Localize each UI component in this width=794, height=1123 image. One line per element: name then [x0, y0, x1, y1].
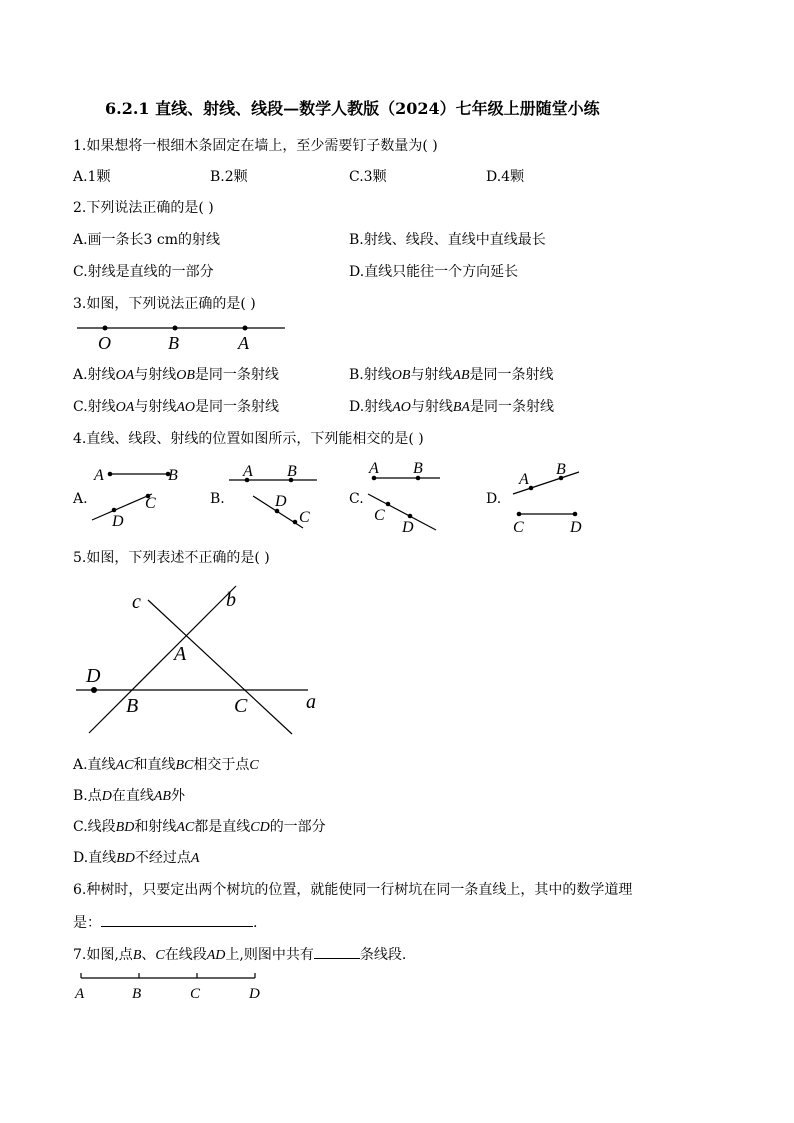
q4-figure-c [364, 458, 474, 536]
q6-answer-blank[interactable] [101, 912, 253, 927]
q3-point-o [103, 326, 108, 331]
q4b-label-d: D [275, 493, 287, 510]
q5-option-b[interactable]: B.点D在直线AB外 [73, 788, 185, 804]
q7-label-b: B [132, 986, 142, 1002]
q4-stem: 4.直线、线段、射线的位置如图所示，下列能相交的是( ) [73, 431, 424, 447]
q5-label-c-line: c [132, 591, 141, 613]
q3-figure [75, 320, 295, 353]
q2-option-d[interactable]: D.直线只能往一个方向延长 [349, 264, 519, 280]
q4a-label-a: A [94, 467, 104, 484]
q5-label-b-point: B [126, 695, 139, 717]
q5-label-b-line: b [226, 589, 236, 611]
q1-option-c[interactable]: C.3颗 [349, 169, 387, 185]
q5-stem: 5.如图，下列表述不正确的是( ) [73, 550, 270, 566]
q4d-label-d: D [570, 519, 582, 536]
q7-stem: 7.如图,点B、C在线段AD上,则图中共有 条线段. [73, 944, 406, 965]
q4c-label-b: B [413, 460, 423, 477]
q4-option-d-letter[interactable]: D. [486, 491, 502, 507]
q4-figure-d [503, 460, 613, 536]
q3-label-b: B [168, 333, 179, 353]
q4-option-c-letter[interactable]: C. [349, 491, 364, 507]
q3-option-a-letter: A.射线OA与射线OB是同一条射线 [73, 367, 279, 383]
q4a-label-c: C [145, 495, 156, 512]
q4c-label-a: A [369, 460, 379, 477]
q7-label-c: C [190, 986, 201, 1002]
q5-point-d [91, 687, 97, 693]
q2-option-b[interactable]: B.射线、线段、直线中直线最长 [349, 232, 546, 248]
q5-label-d-point: D [86, 665, 101, 687]
q4c-label-c: C [374, 507, 385, 524]
q5-line-c [148, 600, 292, 734]
q3-point-b [173, 326, 178, 331]
q5-line-b [89, 586, 236, 733]
q4a-label-d: D [112, 513, 124, 530]
q4b-label-a: A [243, 463, 253, 480]
q3-option-d[interactable]: D.射线AO与射线BA是同一条射线 [349, 399, 554, 415]
q5-option-d[interactable]: D.直线BD不经过点A [73, 850, 200, 866]
q4-figure-b [225, 460, 335, 530]
q1-option-a[interactable]: A.1颗 [73, 169, 111, 185]
q4a-label-b: B [168, 467, 178, 484]
q3-option-b[interactable]: B.射线OB与射线AB是同一条射线 [349, 367, 554, 383]
q2-option-a[interactable]: A.画一条长3 cm的射线 [73, 232, 221, 248]
q4d-label-b: B [556, 461, 566, 478]
q5-option-a[interactable]: A.直线AC和直线BC相交于点C [73, 757, 259, 773]
q4-option-a-letter[interactable]: A. [73, 491, 88, 507]
q5-option-c[interactable]: C.线段BD和射线AC都是直线CD的一部分 [73, 819, 326, 835]
q3-stem: 3.如图，下列说法正确的是( ) [73, 296, 256, 312]
q6-stem: 6.种树时，只要定出两个树坑的位置，就能使同一行树坑在同一条直线上，其中的数学道理 [73, 882, 633, 898]
q3-point-a [243, 326, 248, 331]
q7-figure [75, 968, 275, 1008]
q4d-label-c: C [513, 519, 524, 536]
q2-stem: 2.下列说法正确的是( ) [73, 200, 214, 216]
q5-label-c-point: C [234, 695, 248, 717]
q6-line2-label: 是： [73, 915, 101, 931]
q4-figure-a [88, 460, 198, 530]
q4b-label-b: B [287, 463, 297, 480]
q7-label-a: A [75, 986, 85, 1002]
q2-option-c[interactable]: C.射线是直线的一部分 [73, 264, 214, 280]
q5-label-a-line: a [306, 691, 316, 713]
q3-label-a: A [238, 333, 249, 353]
q1-option-d[interactable]: D.4颗 [486, 169, 525, 185]
q7-label-d: D [249, 986, 260, 1002]
q3-option-c[interactable]: C.射线OA与射线AO是同一条射线 [73, 399, 280, 415]
q6-end: . [253, 915, 258, 931]
q3-label-o: O [98, 333, 111, 353]
q1-stem: 1.如果想将一根细木条固定在墙上，至少需要钉子数量为( ) [73, 138, 438, 154]
q7-answer-blank[interactable] [314, 944, 360, 959]
page-title: 6.2.1 直线、射线、线段—数学人教版（2024）七年级上册随堂小练 [105, 99, 600, 118]
q5-figure [72, 578, 332, 748]
q5-label-a-point: A [174, 643, 187, 665]
q4c-label-d: D [402, 519, 414, 536]
q4-option-b-letter[interactable]: B. [210, 491, 225, 507]
q4b-label-c: C [299, 509, 310, 526]
q4d-label-a: A [519, 471, 529, 488]
q6-line2 [73, 912, 257, 932]
q1-option-b[interactable]: B.2颗 [210, 169, 248, 185]
